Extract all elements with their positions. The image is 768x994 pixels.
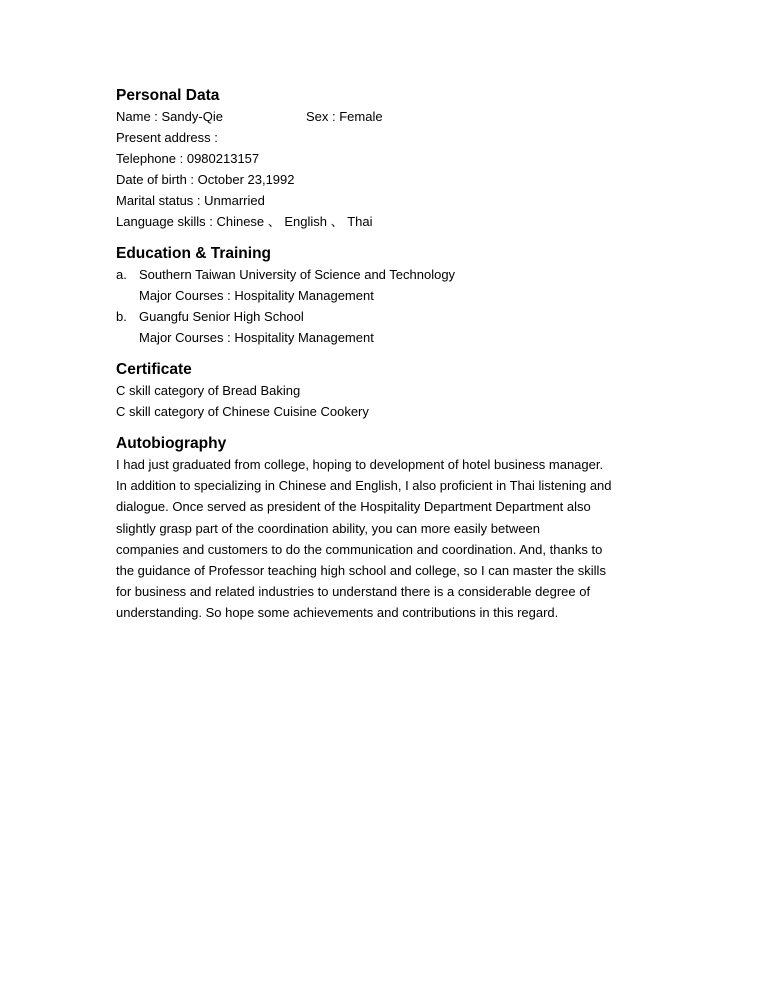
autobiography-heading: Autobiography — [116, 435, 227, 452]
address-text: Present address : — [116, 130, 218, 145]
personal-data-heading: Personal Data — [116, 87, 220, 104]
education-item-marker: b. — [116, 309, 127, 324]
date-of-birth-text: Date of birth : October 23,1992 — [116, 172, 295, 187]
telephone-text: Telephone : 0980213157 — [116, 151, 260, 166]
education-item-marker: a. — [116, 267, 127, 282]
sex-text: Sex : Female — [306, 109, 383, 124]
education-item-school: Southern Taiwan University of Science and Technology — [139, 267, 456, 282]
education-item-major: Major Courses : Hospitality Management — [139, 288, 374, 303]
autobiography-line: understanding. So hope some achievements and contributions in this regard. — [116, 605, 559, 621]
autobiography-line: companies and customers to do the communication and coordination. And, thanks to — [116, 541, 603, 557]
personal-data-section — [116, 86, 676, 232]
autobiography-line: In addition to specializing in Chinese and English, I also proficient in Thai listening and — [116, 478, 612, 494]
autobiography-line: I had just graduated from college, hoping to development of hotel business manager. — [116, 457, 604, 472]
name-row — [116, 106, 676, 127]
certificate-item: C skill category of Bread Baking — [116, 383, 301, 398]
autobiography-line: dialogue. Once served as president of the Hospitality Department Department also — [116, 499, 591, 515]
education-section — [116, 244, 676, 348]
autobiography-line: the guidance of Professor teaching high school and college, so I can master the skills — [116, 563, 606, 579]
certificate-section — [116, 360, 676, 422]
autobiography-line: for business and related industries to understand there is a considerable degree of — [116, 584, 591, 600]
education-item — [116, 306, 676, 327]
marital-status-text: Marital status : Unmarried — [116, 193, 265, 208]
autobiography-line: slightly grasp part of the coordination ability, you can more easily between — [116, 520, 540, 536]
language-skills-text: Language skills : Chinese 、 English 、 Thai — [116, 214, 373, 229]
education-item-school: Guangfu Senior High School — [139, 309, 304, 324]
name-text: Name : Sandy-Qie — [116, 109, 223, 124]
education-item-major: Major Courses : Hospitality Management — [139, 330, 374, 345]
autobiography-section — [116, 434, 676, 624]
education-heading: Education & Training — [116, 245, 272, 262]
education-item — [116, 264, 676, 285]
certificate-item: C skill category of Chinese Cuisine Cookery — [116, 404, 369, 419]
autobiography-paragraph — [116, 454, 676, 624]
certificate-heading: Certificate — [116, 361, 192, 378]
resume-page — [116, 86, 676, 624]
